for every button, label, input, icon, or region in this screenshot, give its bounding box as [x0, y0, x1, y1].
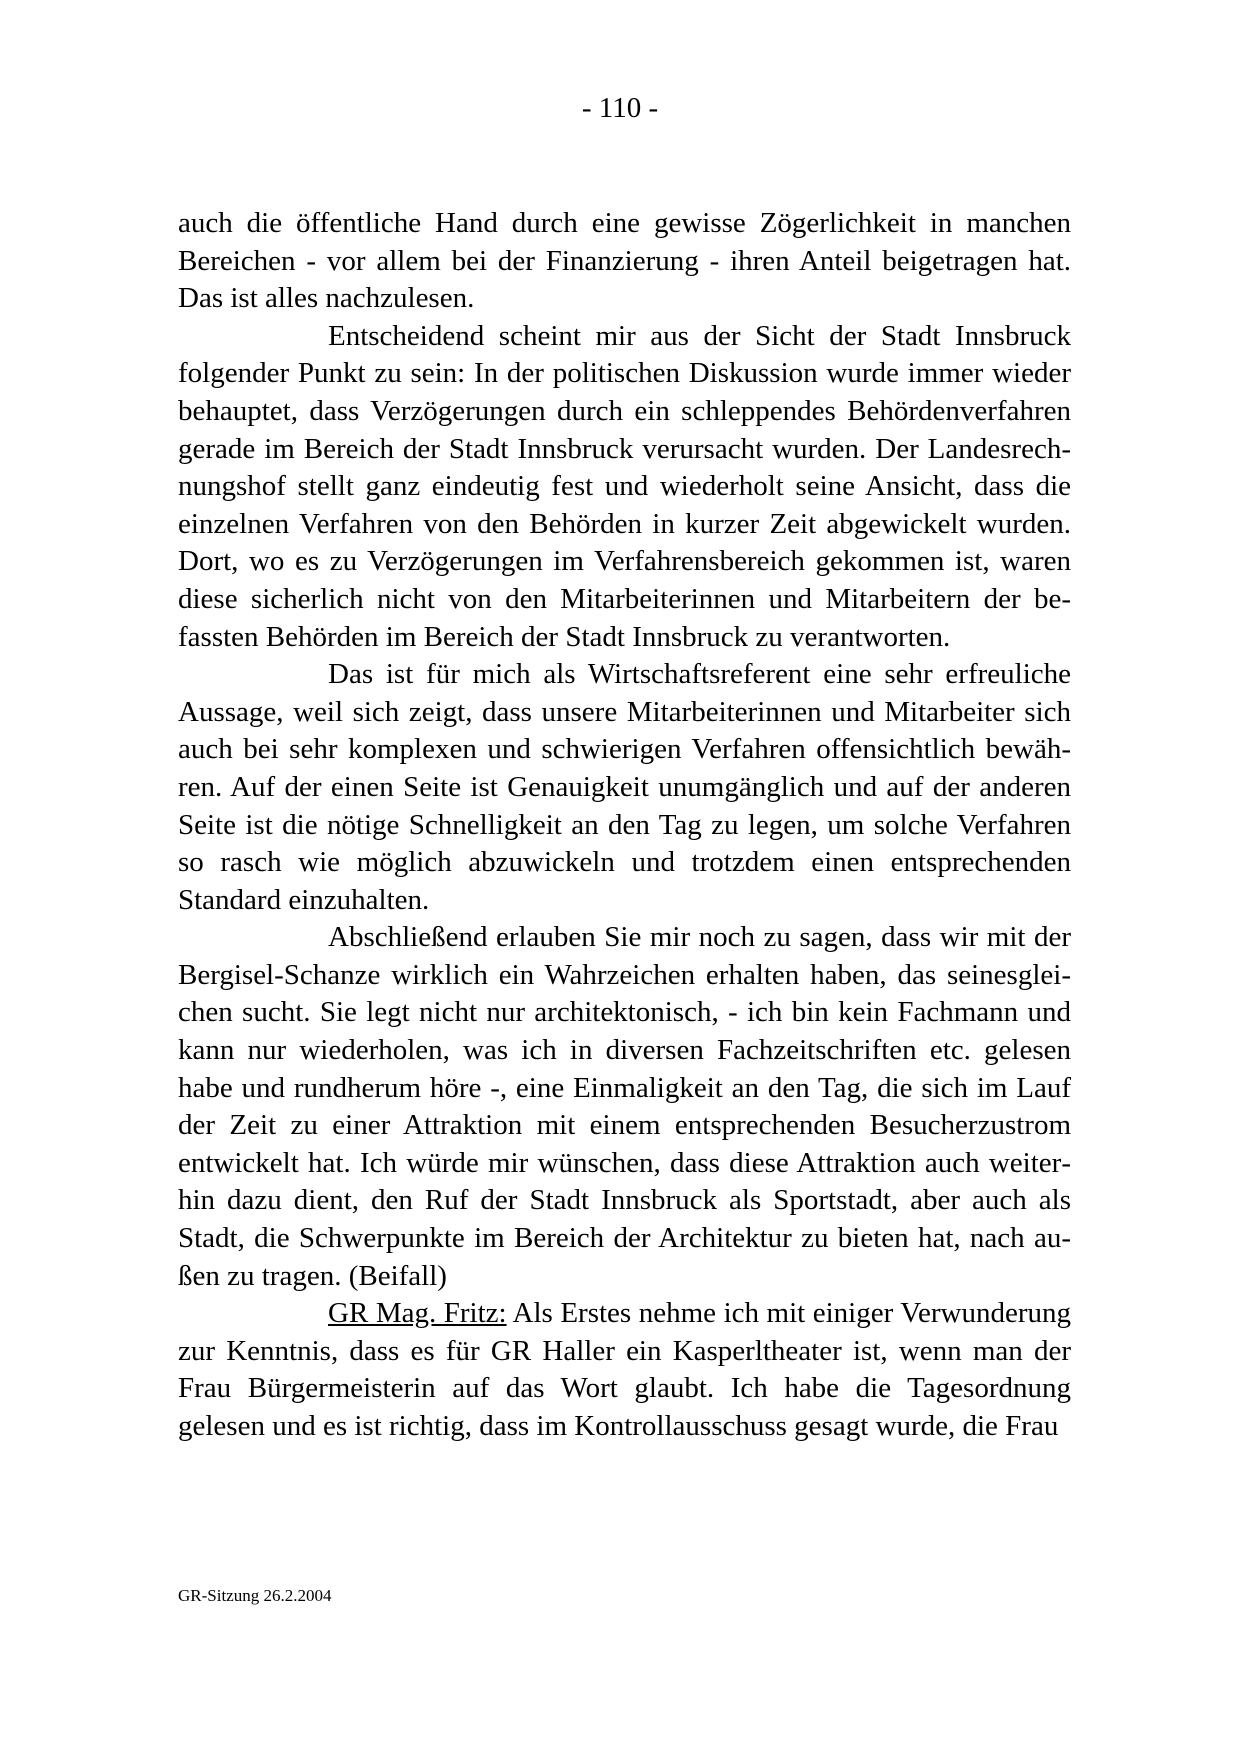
document-body	[178, 205, 1071, 1446]
speaker-name: GR Mag. Fritz:	[328, 1297, 507, 1330]
page-footer: GR-Sitzung 26.2.2004	[178, 1586, 332, 1605]
paragraph-bergisel-schanze: Abschließend erlauben Sie mir noch zu sagen, dass wir mit der Bergisel-Schanze wirklich ein Wahrzeichen erhalten haben, das seinesgleichen sucht. Sie legt nicht nur architektonisch, - ich bin kein Fachmann und kann nur wiederholen, was ich in diversen Fachzeitschriften etc. gelesen habe und rundherum höre -, eine Einmaligkeit an den Tag, die sich im Lauf der Zeit zu einer Attraktion mit einem entsprechenden Besucherzustrom entwickelt hat. Ich würde mir wünschen, dass diese Attraktion auch weiterhin dazu dient, den Ruf der Stadt Innsbruck als Sportstadt, aber auch als Stadt, die Schwerpunkte im Bereich der Architektur zu bieten hat, nach außen zu tragen. (Beifall)	[178, 921, 1071, 1292]
page-number: - 110 -	[581, 92, 659, 124]
paragraph-continuation: auch die öffentliche Hand durch eine gewisse Zögerlichkeit in manchen Bereichen - vor allem bei der Finanzierung - ihren Anteil beigetragen hat. Das ist alles nachzulesen.	[178, 207, 1071, 315]
paragraph-landesrechnungshof: Entscheidend scheint mir aus der Sicht der Stadt Innsbruck folgender Punkt zu sein: In der politischen Diskussion wurde immer wieder behauptet, dass Verzögerungen durch ein schleppendes Behördenverfahren gerade im Bereich der Stadt Innsbruck verursacht wurden. Der Landesrechnungshof stellt ganz eindeutig fest und wiederholt seine Ansicht, dass die einzelnen Verfahren von den Behörden in kurzer Zeit abgewickelt wurden. Dort, wo es zu Verzögerungen im Verfahrensbereich gekommen ist, waren diese sicherlich nicht von den Mitarbeiterinnen und Mitarbeitern der befassten Behörden im Bereich der Stadt Innsbruck zu verantworten.	[178, 319, 1071, 653]
paragraph-speech-fritz	[178, 1295, 1071, 1445]
speech-text: Als Erstes nehme ich mit einiger Verwunderung zur Kenntnis, dass es für GR Haller ein Kasperltheater ist, wenn man der Frau Bürgermeisterin auf das Wort glaubt. Ich habe die Tagesordnung gelesen und es ist richtig, dass im Kontrollausschuss gesagt wurde, die Frau	[178, 1297, 1071, 1442]
paragraph-wirtschaftsreferent: Das ist für mich als Wirtschaftsreferent eine sehr erfreuliche Aussage, weil sich zeigt, dass unsere Mitarbeiterinnen und Mitarbeiter sich auch bei sehr komplexen und schwierigen Verfahren offensichtlich bewähren. Auf der einen Seite ist Genauigkeit unumgänglich und auf der anderen Seite ist die nötige Schnelligkeit an den Tag zu legen, um solche Verfahren so rasch wie möglich abzuwickeln und trotzdem einen entsprechenden Standard einzuhalten.	[178, 658, 1071, 916]
